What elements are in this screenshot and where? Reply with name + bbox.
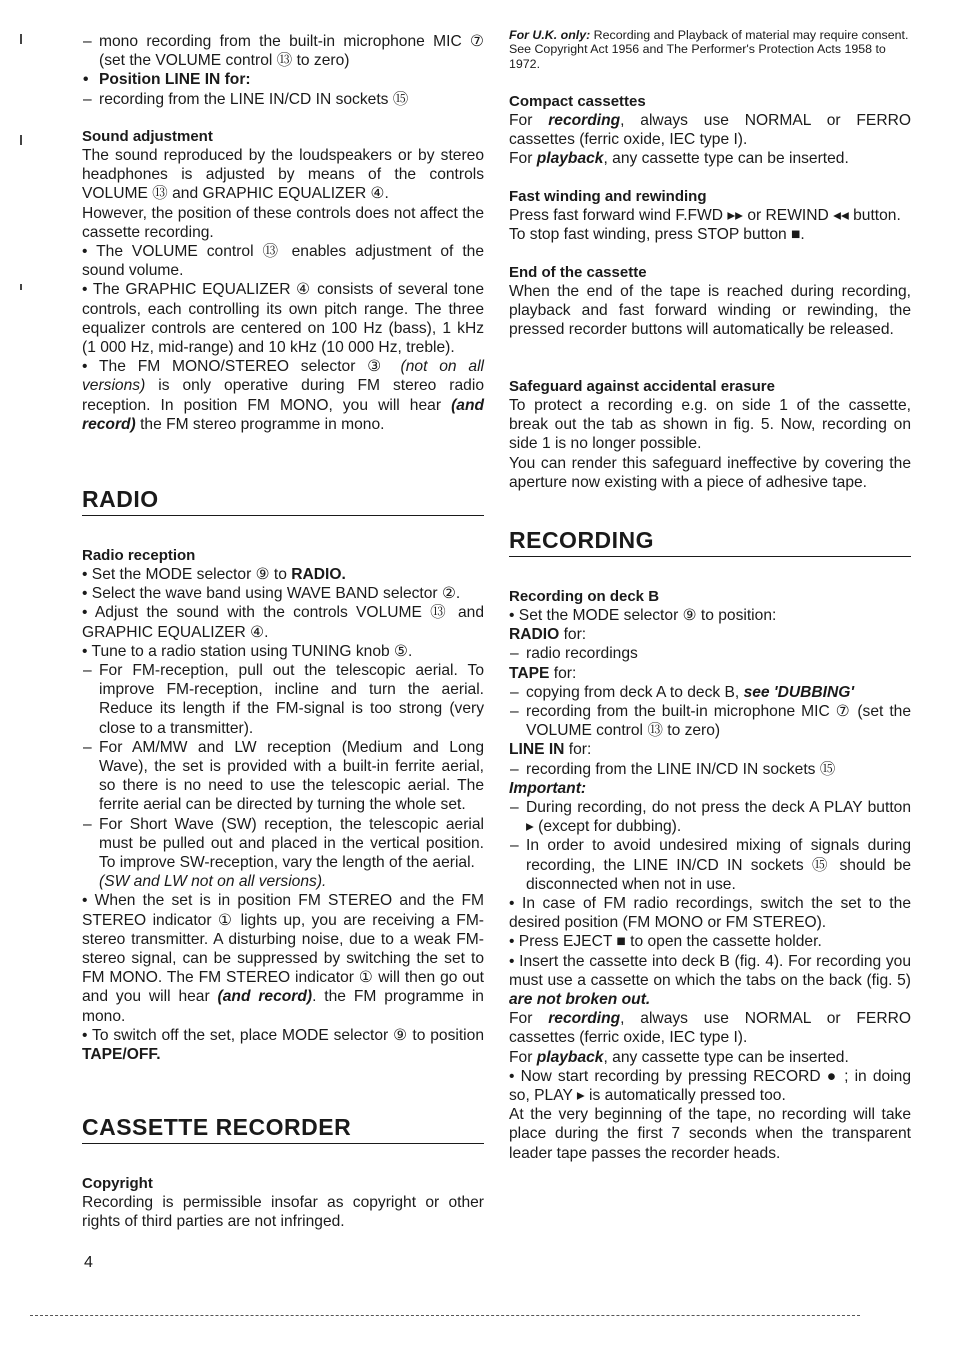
subheading-compact-cassettes: Compact cassettes [509,93,646,110]
bullet-item: • Set the MODE selector ⑨ to RADIO. [82,566,346,583]
list-item: – For Short Wave (SW) reception, the telescopic aerial must be pulled out and placed in the vertical position. To improve SW-reception, vary the length of the aerial. [83,815,484,872]
subheading-radio-reception: Radio reception [82,547,196,564]
bullet-item: • Insert the cassette into deck B (fig. 4). For recording you must use a cassette on which the tabs on the back (fig. 5) are not broken out. [509,952,911,1009]
paragraph: For playback, any cassette type can be inserted. [509,1048,849,1066]
list-item: – copying from deck A to deck B, see 'DUBBING' [510,683,855,701]
bullet-item: • To switch off the set, place MODE selector ⑨ to position TAPE/OFF. [82,1026,484,1064]
copyright-body: Recording is permissible insofar as copyright or other rights of third parties are not infringed. [82,1194,484,1231]
list-item: – radio recordings [510,645,638,663]
margin-mark [20,34,22,44]
fast-winding-body [509,206,911,244]
note: (SW and LW not on all versions). [99,873,327,891]
paragraph: However, the position of these controls does not affect the cassette recording. [82,204,484,241]
section-title-radio: RADIO [82,486,484,516]
subheading-safeguard: Safeguard against accidental erasure [509,378,775,395]
list-item: – recording from the LINE IN/CD IN sockets ⑮ [510,760,836,778]
subheading-recording-deck-b: Recording on deck B [509,588,660,605]
list-item: – For AM/MW and LW reception (Medium and Long Wave), the set is provided with a built-in ferrite aerial, so there is no need to use the telescopic aerial. The ferrite aerial can be directed by turning the whole set. [83,738,484,814]
subheading-fast-winding: Fast winding and rewinding [509,188,707,205]
list-item: • Position LINE IN for: [83,71,251,89]
list-item: – During recording, do not press the deck A PLAY button ▸ (except for dubbing). [510,799,911,836]
bullet-item: • The VOLUME control ⑬ enables adjustment of the sound volume. [82,243,484,280]
margin-mark [20,284,22,290]
paragraph: To protect a recording e.g. on side 1 of the cassette, break out the tab as shown in fig. 5. Now, recording on side 1 is no longer possible. [509,397,911,453]
sound-adjustment-body [82,146,484,434]
important-label: Important: [509,779,587,797]
end-of-cassette-body: When the end of the tape is reached during recording, playback and fast forward winding or rewinding, the pressed recorder buttons will automatically be released. [509,283,911,339]
uk-notice: For U.K. only: Recording and Playback of material may require consent. See Copyright Act 1956 and The Performer's Protection Acts 1958 to 1972. [509,28,909,71]
list-item: – recording from the LINE IN/CD IN sockets ⑮ [83,90,409,108]
paragraph: The sound reproduced by the loudspeakers or by stereo headphones is adjusted by means of the controls VOLUME ⑬ and GRAPHIC EQUALIZER ④. [82,147,484,203]
section-title-cassette-recorder: CASSETTE RECORDER [82,1114,484,1144]
paragraph: For playback, any cassette type can be inserted. [509,150,849,168]
list-item: – mono recording from the built-in microphone MIC ⑦ (set the VOLUME control ⑬ to zero) [83,33,484,70]
paragraph: At the very beginning of the tape, no recording will take place during the first 7 seconds when the transparent leader tape passes the recorder heads. [509,1106,911,1162]
margin-mark [20,135,22,145]
radio-body [82,565,484,1064]
list-item: – In order to avoid undesired mixing of signals during recording, the LINE IN/CD IN sockets ⑮ should be disconnected when not in use. [510,837,911,893]
bullet-item: • In case of FM radio recordings, switch the set to the desired position (FM MONO or FM STEREO). [509,895,911,932]
recording-body [509,606,911,1163]
list-item: – For FM-reception, pull out the telescopic aerial. To improve FM-reception, incline and turn the aerial. Reduce its length if the FM-signal is too strong (very close to a transmitter). [83,662,484,737]
bullet-item: • The FM MONO/STEREO selector ③ (not on all versions) is only operative during FM stereo radio reception. In position FM MONO, you will hear (and record) the FM stereo programme in mono. [82,358,484,433]
mode-label: LINE IN for: [509,741,592,759]
bullet-item: • Now start recording by pressing RECORD ● ; in doing so, PLAY ▸ is automatically pressed too. [509,1067,911,1105]
paragraph: You can render this safeguard ineffective by covering the aperture now existing with a piece of adhesive tape. [509,454,911,491]
section-title-recording: RECORDING [509,527,911,557]
page-number: 4 [84,1254,93,1271]
bullet-item: • Tune to a radio station using TUNING knob ⑤. [82,642,413,660]
paragraph: For recording, always use NORMAL or FERRO cassettes (ferric oxide, IEC type I). [509,1010,911,1047]
subheading-copyright: Copyright [82,1175,153,1192]
subheading-sound-adjustment: Sound adjustment [82,128,213,145]
paragraph: Press fast forward wind F.FWD ▸▸ or REWIND ◂◂ button. [509,207,901,224]
bullet-item: • Adjust the sound with the controls VOLUME ⑬ and GRAPHIC EQUALIZER ④. [82,604,484,641]
bullet-item: • The GRAPHIC EQUALIZER ④ consists of several tone controls, each controlling its own pitch range. The three equalizer controls are centered on 100 Hz (bass), 1 kHz (1 000 Hz, mid-range) and 10 kHz (10 000 Hz, treble). [82,281,485,357]
paragraph: For recording, always use NORMAL or FERRO cassettes (ferric oxide, IEC type I). [509,112,911,149]
bullet-item: • Press EJECT ■ to open the cassette holder. [509,933,822,951]
safeguard-body [509,396,911,492]
bullet-item: • When the set is in position FM STEREO and the FM STEREO indicator ① lights up, you are receiving a FM-stereo transmitter. A disturbing noise, due to a weak FM-stereo signal, can be suppressed by switching the set to FM MONO. The FM STEREO indicator ① will then go out and you will hear (and record). the FM programme in mono. [82,892,484,1025]
paragraph: To stop fast winding, press STOP button ■. [509,226,805,244]
intro-list [82,32,484,109]
compact-body [509,111,911,169]
list-item: – recording from the built-in microphone MIC ⑦ (set the VOLUME control ⑬ to zero) [510,703,911,740]
mode-label: RADIO for: [509,626,587,644]
subheading-end-of-cassette: End of the cassette [509,264,647,281]
bullet-item: • Set the MODE selector ⑨ to position: [509,607,777,624]
bullet-item: • Select the wave band using WAVE BAND selector ②. [82,585,461,603]
mode-label: TAPE for: [509,664,577,682]
scan-edge-line [30,1315,860,1316]
